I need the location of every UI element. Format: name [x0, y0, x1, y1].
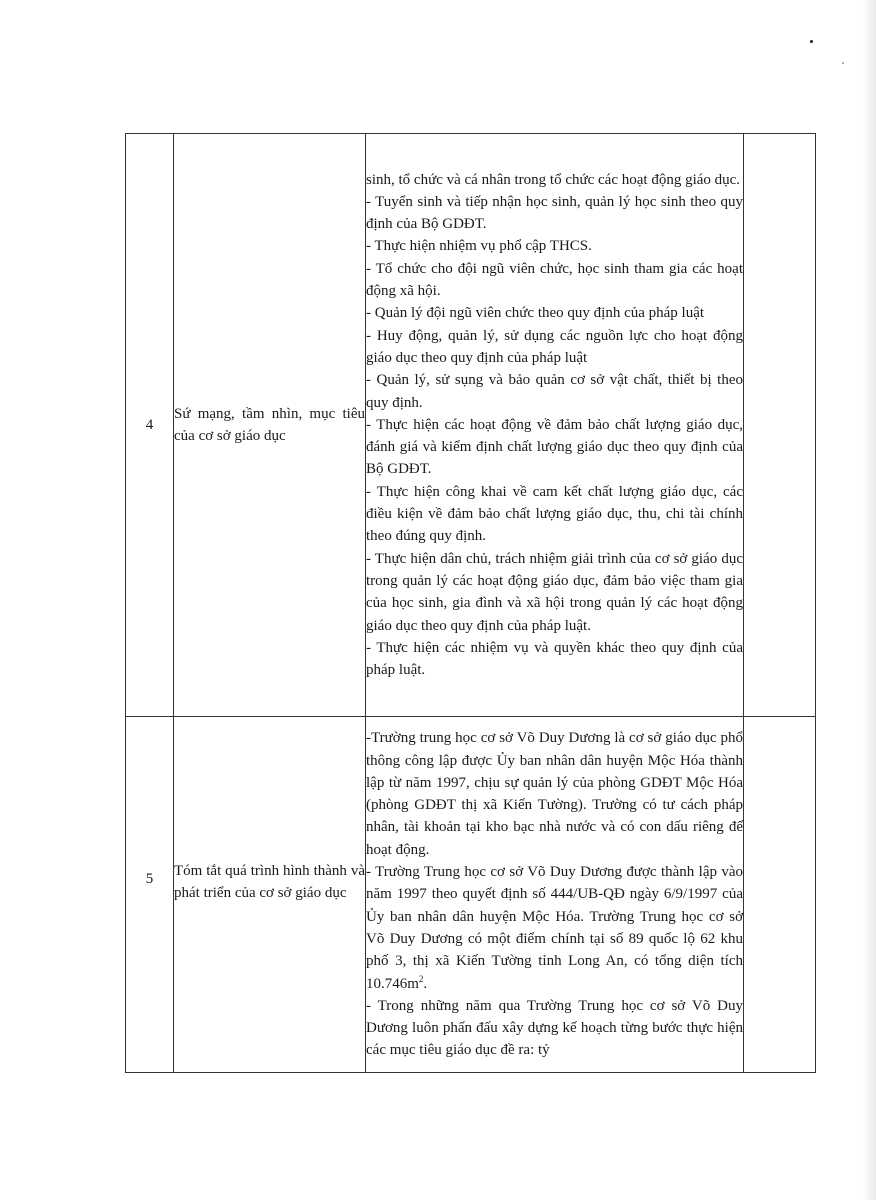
document-table: [125, 133, 816, 1073]
row-title-cell: [174, 717, 366, 1073]
page-edge-shadow: [862, 0, 876, 1200]
content-paragraph: - Trong những năm qua Trường Trung học cơ sở Võ Duy Dương luôn phấn đấu xây dựng kế hoạch từng bước thực hiện các mục tiêu giáo dục đề ra: tỷ: [366, 997, 743, 1059]
row-number: 4: [145, 416, 154, 433]
row-number: 5: [145, 871, 154, 888]
row-title: Tóm tắt quá trình hình thành và phát triển của cơ sở giáo dục: [174, 862, 365, 901]
empty-cell: [744, 717, 816, 1073]
row-number-cell: [126, 717, 174, 1073]
row-number-cell: [126, 134, 174, 717]
area-suffix: .: [423, 975, 428, 992]
empty-cell: [744, 134, 816, 717]
content-text: - Trường Trung học cơ sở Võ Duy Dương được thành lập vào năm 1997 theo quyết định số 444/UB-QĐ ngày 6/9/1997 của Ủy ban nhân dân huyện Mộc Hóa. Trường Trung học cơ sở Võ Duy Dương có một điểm chính tại số 89 quốc lộ 62 khu phố 3, thị xã Kiến Tường tỉnh Long An, có tổng diện tích 10.746m: [366, 864, 743, 992]
content-paragraph: -Trường trung học cơ sở Võ Duy Dương là cơ sở giáo dục phổ thông công lập được Ủy ban nhân dân huyện Mộc Hóa thành lập từ năm 1997, chịu sự quản lý của phòng GDĐT Mộc Hóa (phòng GDĐT thị xã Kiến Tường). Trường có tư cách pháp nhân, tài khoản tại kho bạc nhà nước và có con dấu riêng để hoạt động.: [366, 730, 743, 858]
content-paragraph: - Thực hiện các hoạt động về đảm bảo chất lượng giáo dục, đánh giá và kiểm định chất lượng giáo dục theo quy định của Bộ GDĐT.: [366, 416, 743, 478]
content-paragraph: - Quản lý đội ngũ viên chức theo quy định của pháp luật: [366, 305, 705, 322]
content-paragraph: - Thực hiện dân chủ, trách nhiệm giải trình của cơ sở giáo dục trong quản lý các hoạt động giáo dục, đảm bảo việc tham gia của học sinh, gia đình và xã hội trong quản lý các hoạt động giáo dục theo quy định của pháp luật.: [366, 550, 743, 634]
row-title: Sứ mạng, tầm nhìn, mục tiêu của cơ sở giáo dục: [174, 405, 365, 444]
content-paragraph: - Tổ chức cho đội ngũ viên chức, học sinh tham gia các hoạt động xã hội.: [366, 260, 743, 300]
content-paragraph: [366, 861, 743, 995]
content-paragraph: sinh, tổ chức và cá nhân trong tổ chức các hoạt động giáo dục.: [366, 171, 741, 188]
content-paragraph: - Tuyển sinh và tiếp nhận học sinh, quản lý học sinh theo quy định của Bộ GDĐT.: [366, 193, 743, 233]
scan-speck: [842, 62, 844, 64]
row-content-cell: [366, 717, 744, 1073]
row-title-cell: [174, 134, 366, 717]
content-paragraph: - Thực hiện công khai về cam kết chất lượng giáo dục, các điều kiện về đảm bảo chất lượng giáo dục, thu, chi tài chính theo đúng quy định.: [366, 483, 743, 545]
content-paragraph: - Thực hiện các nhiệm vụ và quyền khác theo quy định của pháp luật.: [366, 639, 743, 679]
scan-speck: [810, 40, 813, 43]
row-content-cell: [366, 134, 744, 717]
area-superscript: 2: [418, 973, 424, 984]
content-paragraph: - Huy động, quản lý, sử dụng các nguồn lực cho hoạt động giáo dục theo quy định của pháp luật: [366, 327, 743, 366]
table-row-5: [126, 717, 816, 1073]
table-row-4: [126, 134, 816, 717]
content-paragraph: - Quản lý, sử sụng và bảo quản cơ sở vật chất, thiết bị theo quy định.: [366, 372, 743, 411]
content-paragraph: - Thực hiện nhiệm vụ phổ cập THCS.: [366, 238, 592, 255]
